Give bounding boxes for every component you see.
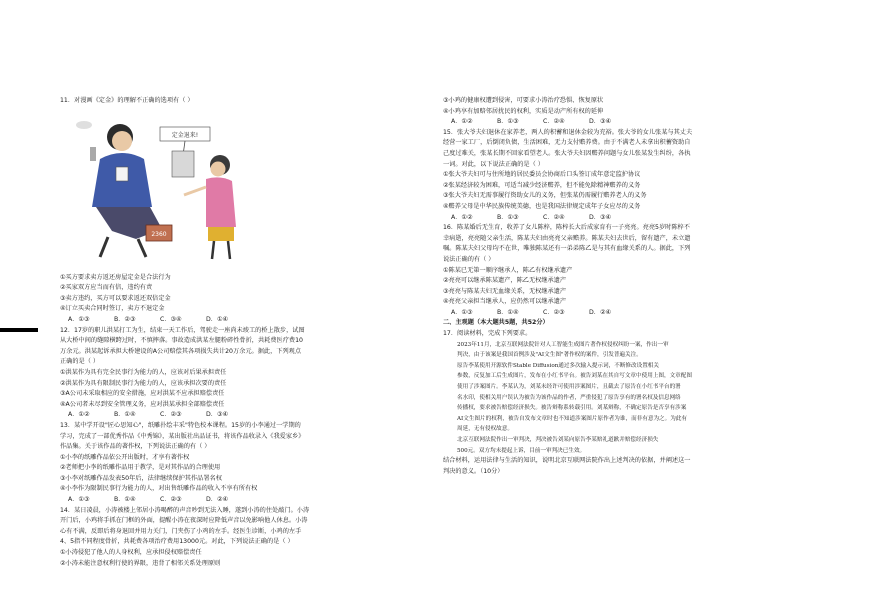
passage-line: 2023年11月，北京互联网法院针对人工智能生成图片著作权侵权纠纷一案，作出一审 — [457, 341, 669, 348]
q11-choice-a[interactable]: A．①③ — [68, 315, 90, 323]
q15-option-1: ①张大爷夫妇可与住所地的居民委员会协商后口头签订成年意定监护协议 — [443, 171, 641, 179]
q13-choice-b[interactable]: B．①④ — [114, 496, 136, 504]
q15-option-3: ③张大爷夫妇无需事履行资助女儿的义务，但张某仍需履行赡养老人的义务 — [443, 192, 647, 200]
q14-option-4: ④小鸡享有加赔邻居扰民的权利，实质是动产所有权的延伸 — [443, 107, 604, 115]
q13-option-2: ②老师把小李的纸雕作品用于教学，是对其作品的合理使用 — [60, 464, 221, 472]
q15-stem-line: 一词。对此，以下说法正确的是（ ） — [443, 160, 544, 168]
left-column — [60, 96, 432, 569]
q14-choice-a[interactable]: A．①② — [451, 118, 473, 126]
q11-option-1: ①买方要求卖方返还房屋定金是合法行为 — [60, 273, 171, 281]
q16-choice-d[interactable]: D．②④ — [589, 308, 612, 316]
section-heading: 二、主观题（本大题共5题，共52分） — [443, 319, 549, 327]
q16-stem-line: 幸病逝，亮亮随父亲生活，陈某夫妇由亮亮父亲赡养。陈某夫妇去世后，留有遗产，未立遗 — [443, 234, 691, 242]
q12-stem-line: 万余元。洪某起诉承担大桥建设的A公司赔偿其各项损失共计20万余元。据此，下列观点 — [60, 347, 302, 355]
q14-option-2: ②小涛未能注意权利行使的界限，违背了相邻关系处理原则 — [60, 559, 221, 567]
passage-line: 名水印，使相关用户误认为被告为该作品的作者，严重侵犯了原告享有的署名权及信息网络 — [457, 394, 681, 401]
q15-choice-c[interactable]: C．②④ — [543, 213, 565, 221]
passage-line: AI文生图片的权利，被告自发布文章时也不知道涉案图片原作者为谁，而非有意为之。为此有 — [457, 415, 688, 422]
q13-choice-c[interactable]: C．②③ — [160, 496, 182, 504]
q16-option-1: ①陈某已无第一顺序继承人，陈乙有权继承遗产 — [443, 266, 573, 274]
q15-option-4: ④赡养父母是中华民族传统美德，也是我国法律规定成年子女应尽的义务 — [443, 202, 641, 210]
q11-choice-c[interactable]: C．③④ — [160, 315, 182, 323]
q12-choices — [60, 410, 432, 421]
q11-option-4: ④订立买卖合同时签订，卖方不退定金 — [60, 305, 165, 313]
q16-option-4: ④亮亮父亲担当继承人，应仍然可以继承遗产 — [443, 298, 567, 306]
q17-stem: 17．阅读材料，完成下列要求。 — [443, 330, 532, 338]
q14-stem-line: 4、5指不同程度骨折，共耗费各项治疗费用13000元。对此，下列说法正确的是（ ） — [60, 538, 294, 546]
q17-passage — [443, 340, 815, 457]
q15-stem-line: 15．张大爷夫妇退休在家养老，两人的积蓄和退休金较为充裕。张大爷的女儿张某与其丈夫 — [443, 128, 693, 136]
q16-option-2: ②亮亮可以继承陈某遗产，陈乙无权继承遗产 — [443, 277, 567, 285]
q13-stem-line: 13．某中学开设"匠心思知心"，纸雕扑绘丰采"特色校本课程。15岁的小李通过一学期的 — [60, 421, 301, 429]
q12-option-1: ①洪某作为具有完全民事行为能力的人，应该对后果承担责任 — [60, 368, 227, 376]
q13-choice-a[interactable]: A．①③ — [68, 496, 90, 504]
q13-option-4: ④小李作为限制民事行为能力的人，对出售纸雕作品的收入不享有所有权 — [60, 485, 258, 493]
q13-choices — [60, 495, 432, 506]
q14-choice-d[interactable]: D．③④ — [589, 118, 612, 126]
q11-stem: 11．对漫画《定金》的理解不正确的选项有（ ） — [60, 97, 194, 104]
q15-stem-line: 己度过难关，张某长期不回家看望老人。张大爷夫妇因赡养问题与女儿张某发生纠纷，各执 — [443, 149, 691, 157]
q13-stem-line: 学习，完成了一部优秀作品《中秀锦》，某出版社出品证书，将该作品收录入《我爱家乡》 — [60, 432, 305, 440]
q13-option-3: ③小李对纸雕作品发表50年后，法律继续保护其作品署名权 — [60, 474, 222, 482]
q12-choice-a[interactable]: A．①② — [68, 411, 90, 419]
cartoon-illustration — [60, 107, 432, 273]
q13-stem-line: 作品集。关于该作品的著作权，下列说法正确的有（ ） — [60, 443, 211, 451]
q11-choice-d[interactable]: D．①④ — [206, 315, 229, 323]
passage-line: 北京互联网法院作出一审判决，判决被告刘某向原告李某赔礼道歉并赔偿经济损失 — [457, 437, 659, 443]
q16-stem-line: 说法正确的有（ ） — [443, 255, 495, 263]
q16-choices — [443, 308, 815, 319]
q16-choice-b[interactable]: B．①④ — [497, 308, 519, 316]
q14-choices — [443, 117, 815, 128]
passage-line: 原告李某使用开源软件Stable Diffusion通过多次输入提示词，不断修改设置相关 — [457, 362, 659, 369]
sign-text: 定金退来! — [171, 131, 199, 139]
q15-option-2: ②张某经济较为困难，可适当减少经济赡养，但不能免除精神赡养的义务 — [443, 181, 641, 189]
cartoon-dingjin — [60, 107, 432, 273]
q14-choice-b[interactable]: B．①③ — [497, 118, 519, 126]
q11-choice-b[interactable]: B．②③ — [114, 315, 136, 323]
q14-stem-line: 14．某日凌晨，小涛被楼上邻居小涛喝醉的声音吵到无法入睡，遂到小涛的住处敲门。小涛 — [60, 506, 310, 514]
contract-paper-icon — [172, 151, 194, 177]
q12-choice-c[interactable]: C．②③ — [160, 411, 182, 419]
q15-choice-d[interactable]: D．③④ — [589, 213, 612, 221]
q15-choices — [443, 213, 815, 224]
q12-option-2: ②洪某作为具有限制民事行为能力的人，应该承担次要的责任 — [60, 379, 227, 387]
q11-option-3: ③卖方违约，买方可以要求返还双倍定金 — [60, 294, 171, 302]
q11-option-2: ②买家双方应当而有信，违约有责 — [60, 284, 153, 292]
q12-stem-line: 12．17岁的职儿洪某打工为生，结束一天工作后，驾驶走一座尚未竣工的桥上散步，试图 — [60, 326, 305, 334]
passage-line: 判决，由于该案是我国首例涉及"AI文生图"著作权的案件，引发普遍关注。 — [457, 352, 642, 359]
q15-choice-b[interactable]: B．①③ — [497, 213, 519, 221]
cigarette-hand-icon — [90, 147, 96, 161]
q12-choice-b[interactable]: B．①④ — [114, 411, 136, 419]
q15-stem-line: 经营一家工厂，后倒闭负债，生活困难，无力支付赡养费。由于不满老人未拿出积蓄资助自 — [443, 139, 691, 147]
money-box-label: 2360 — [151, 230, 167, 238]
q13-choice-d[interactable]: D．②④ — [206, 496, 229, 504]
q14-option-3: ③小鸡的健康权遭到侵害，可要求小涛治疗恐惧、恢复原状 — [443, 97, 604, 104]
passage-line: 周延，无有侵权故意。 — [457, 426, 513, 433]
q14-stem-line: 心有不满，反即后将身退回并用力关门，门夹伤了小鸡的左手。经医生诊断，小鸡的左手 — [60, 527, 302, 535]
q13-option-1: ①小李的纸雕作品依公开出版时，才享有著作权 — [60, 453, 190, 461]
q16-stem-line: 嘱。陈某夫妇父母均不在世，唯独陈某还有一弟弟陈乙是与其有血缘关系的人。据此，下列 — [443, 245, 691, 253]
passage-line: 500元。双方均未提起上诉，目前一审判决已生效。 — [457, 447, 586, 454]
q12-stem-line: 正确的是（ ） — [60, 358, 100, 366]
q17-requirement-line: 判决的意义。（10分） — [443, 467, 504, 475]
q12-option-4: ④A公司者未尽到安全管理义务，应对洪某承担全部赔偿责任 — [60, 400, 225, 408]
q12-stem-line: 从大桥中间的缝隙横跨过时，不慎摔落。事故造成洪某左腿粉碎性骨折，共耗费医疗费10 — [60, 337, 303, 345]
q14-choice-c[interactable]: C．②④ — [543, 118, 565, 126]
q14-option-1: ①小涛侵犯了他人的人身权利，应承担侵权赔偿责任 — [60, 549, 202, 557]
q16-stem-line: 16．陈某婚后无生育，收养了女儿陈梓，陈梓长大后成家育有一子亮亮。亮亮5岁时陈梓不 — [443, 224, 690, 232]
passage-line: 参数，反复加工后生成图片，发布在小红书平台。被告刘某在其自写文章中使用上图，文章配图 — [457, 373, 692, 380]
passage-line: 传播权，要求被告赔偿经济损失。被告辩称系转载引用。刘某辩称，不确定原告是否享有涉案 — [457, 405, 687, 412]
passage-line: 使用了涉案图片。李某认为，刘某未经许可使用涉案图片，且截去了原告在小红书平台的署 — [457, 384, 681, 391]
woman-body-icon — [206, 177, 236, 227]
q12-option-3: ③A公司未采取相应的安全措施，应对洪某不应承担赔偿责任 — [60, 390, 225, 398]
q16-option-3: ③亮亮与陈某夫妇无血缘关系，无权继承遗产 — [443, 287, 567, 295]
right-column — [443, 96, 815, 477]
q16-choice-a[interactable]: A．①③ — [451, 308, 473, 316]
binding-mark — [0, 328, 38, 332]
q16-choice-c[interactable]: C．②③ — [543, 308, 565, 316]
q17-requirement-line: 结合材料，运用法律与生活的知识，说明北京互联网法院作出上述判决的依据，并阐述这一 — [443, 457, 691, 465]
q14-stem-line: 开门后，小鸡将手抓在门框的外面，提醒小涛在夜深时应降低声音以免影响他人休息。小涛 — [60, 517, 308, 525]
q15-choice-a[interactable]: A．①② — [451, 213, 473, 221]
q11-choices — [60, 315, 432, 326]
q12-choice-d[interactable]: D．③④ — [206, 411, 229, 419]
